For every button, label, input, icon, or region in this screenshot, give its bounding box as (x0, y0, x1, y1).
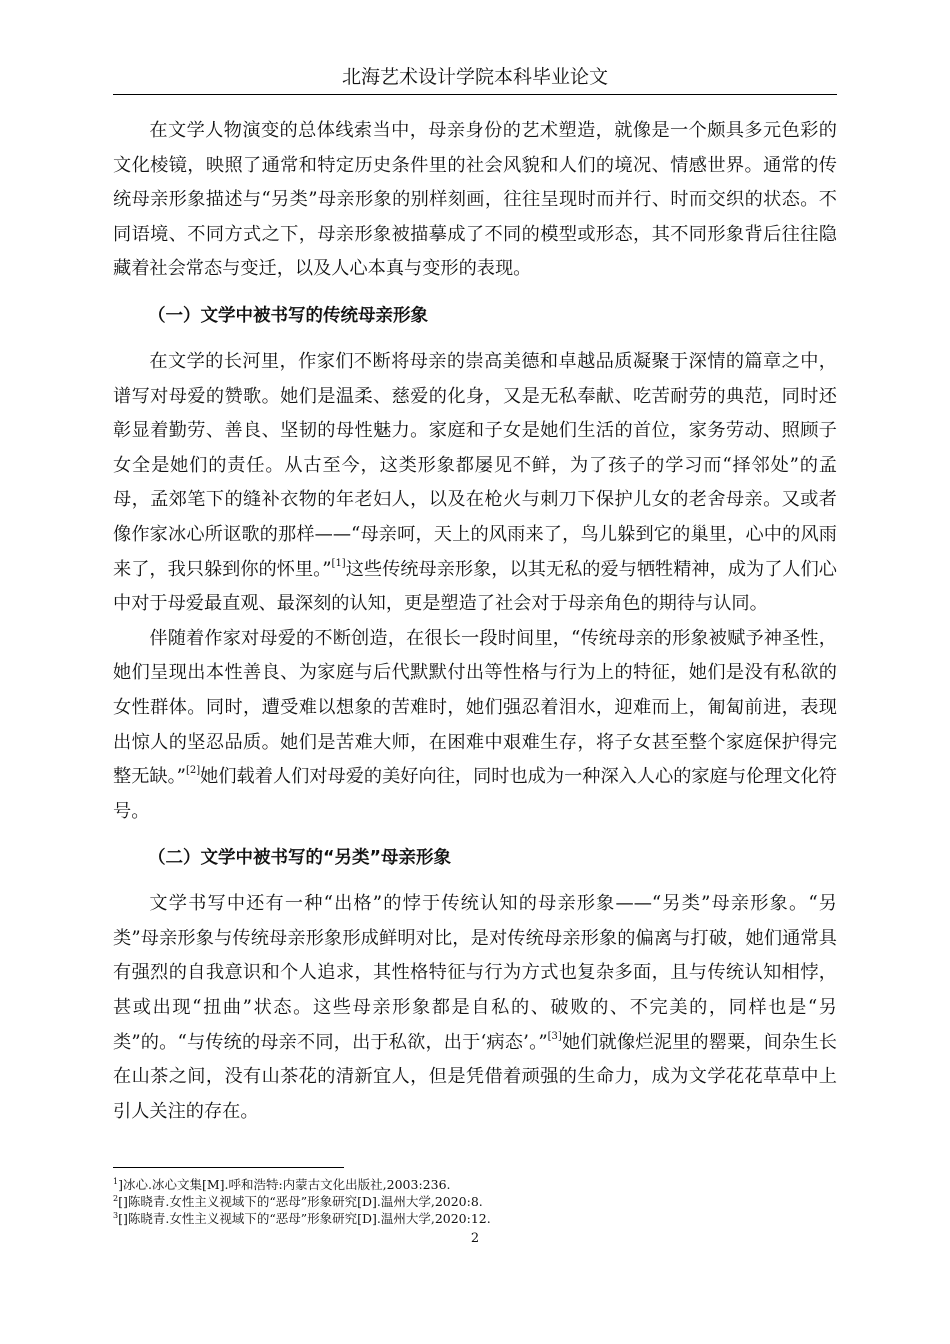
header-rule (113, 94, 837, 95)
paragraph-text: 伴随着作家对母爱的不断创造，在很长一段时间里，“传统母亲的形象被赋予神圣性，她们呈现出本性善良、为家庭与后代默默付出等性格与行为上的特征，她们是没有私欲的女性群体。同时，遭受难以想象的苦难时，她们强忍着泪水，迎难而上，匍匐前进，表现出惊人的坚忍品质。她们是苦难大师，在困难中艰难生存，将子女甚至整个家庭保护得完整无缺。” (113, 627, 837, 788)
citation-ref-1: [1] (331, 557, 346, 569)
citation-ref-2: [2] (185, 765, 201, 777)
footnotes (113, 1176, 837, 1227)
paragraph-text: 她们载着人们对母爱的美好向往，同时也成为一种深入人心的家庭与伦理文化符号。 (113, 766, 837, 822)
section-heading-traditional-mother: （一）文学中被书写的传统母亲形象 (148, 305, 428, 326)
footnote-text: []陈晓青.女性主义视域下的“恶母”形象研究[D].温州大学,2020:12. (118, 1211, 491, 1226)
paragraph-alternative-1 (113, 887, 837, 1129)
running-header: 北海艺术设计学院本科毕业论文 (341, 66, 608, 88)
paragraph-text: 她们就像烂泥里的罂粟，间杂生长在山茶之间，没有山茶花的清新宜人，但是凭借着顽强的生命力，成为文学花花草草中上引人关注的存在。 (113, 1031, 837, 1122)
section-heading-alternative-mother: （二）文学中被书写的“另类”母亲形象 (148, 848, 452, 869)
paragraph-text: 这些传统母亲形象，以其无私的爱与牺牲精神，成为了人们心中对于母爱最直观、最深刻的认知，更是塑造了社会对于母亲角色的期待与认同。 (113, 558, 837, 615)
footnote-text: ]冰心.冰心文集[M].呼和浩特:内蒙古文化出版社,2003:236. (118, 1177, 451, 1192)
intro-paragraph: 在文学人物演变的总体线索当中，母亲身份的艺术塑造，就像是一个颇具多元色彩的文化棱镜，映照了通常和特定历史条件里的社会风貌和人们的境况、情感世界。通常的传统母亲形象描述与“另类”母亲形象的别样刻画，往往呈现时而并行、时而交织的状态。不同语境、不同方式之下，母亲形象被描摹成了不同的模型或形态，其不同形象背后往往隐藏着社会常态与变迁，以及人心本真与变形的表现。 (113, 120, 837, 280)
page-number: 2 (470, 1231, 480, 1246)
paragraph-traditional-1 (113, 345, 837, 622)
footnote-separator (113, 1167, 344, 1168)
footnote-mark: 3 (113, 1211, 119, 1220)
body-text (113, 114, 837, 1129)
footnote-mark: 1 (113, 1177, 119, 1186)
paragraph-text: 文学书写中还有一种“出格”的悖于传统认知的母亲形象——“另类”母亲形象。“另类”母亲形象与传统母亲形象形成鲜明对比，是对传统母亲形象的偏离与打破，她们通常具有强烈的自我意识和个人追求，其性格特征与行为方式也复杂多面，且与传统认知相悖，甚或出现“扭曲”状态。这些母亲形象都是自私的、破败的、不完美的，同样也是“另类”的。“与传统的母亲不同，出于私欲，出于‘病态’。” (113, 893, 837, 1053)
footnote-text: []陈晓青.女性主义视域下的“恶母”形象研究[D].温州大学,2020:8. (118, 1194, 483, 1209)
footnote-2 (113, 1193, 837, 1210)
paragraph-text: 在文学的长河里，作家们不断将母亲的崇高美德和卓越品质凝聚于深情的篇章之中，谱写对母爱的赞歌。她们是温柔、慈爱的化身，又是无私奉献、吃苦耐劳的典范，同时还彰显着勤劳、善良、坚韧的母性魅力。家庭和子女是她们生活的首位，家务劳动、照顾子女全是她们的责任。从古至今，这类形象都屡见不鲜，为了孩子的学习而“择邻处”的孟母，孟郊笔下的缝补衣物的年老妇人，以及在枪火与刺刀下保护儿女的老舍母亲。又或者像作家冰心所讴歌的那样——“母亲呵，天上的风雨来了，鸟儿躲到它的巢里，心中的风雨来了，我只躲到你的怀里。” (113, 350, 837, 580)
footnote-mark: 2 (113, 1194, 119, 1203)
footnote-3 (113, 1210, 837, 1227)
footnote-1 (113, 1176, 837, 1193)
citation-ref-3: [3] (547, 1030, 562, 1042)
paragraph-traditional-2 (113, 622, 837, 830)
